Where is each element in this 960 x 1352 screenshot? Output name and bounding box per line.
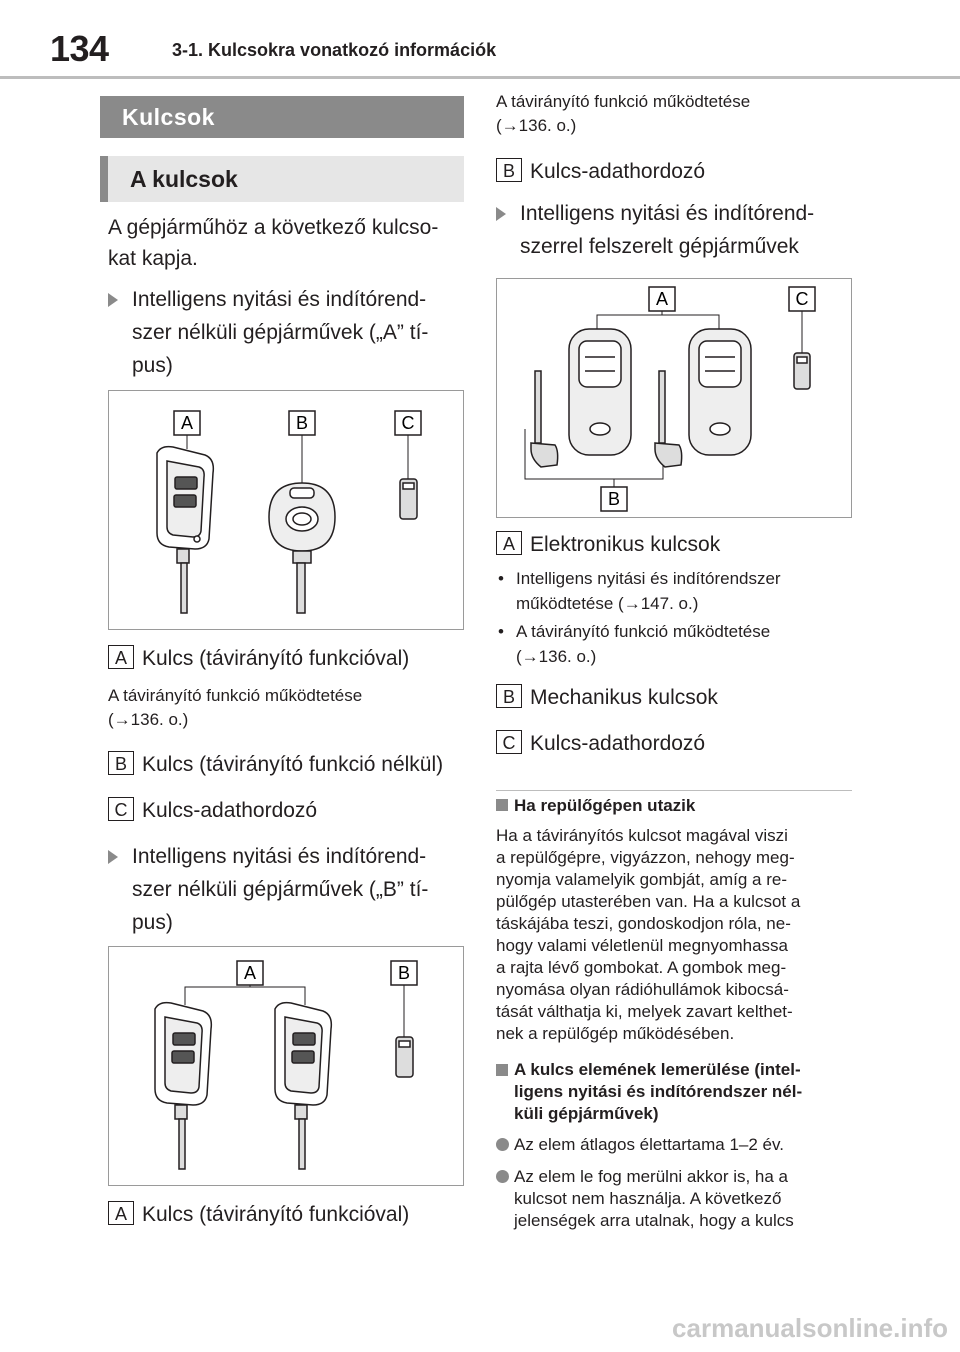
callout-b-text: B	[397, 963, 411, 983]
type-a-keys-illustration	[109, 391, 463, 629]
figure-type-b-keys	[108, 946, 464, 1186]
battery-point-2: Az elem le fog merülni akkor is, ha a kulcsot nem használja. A következő jelenségek arra utalnak, hogy a kulcs	[496, 1166, 858, 1232]
electronic-bullet-2: • A távirányító funkció működtetése (→136. o.)	[498, 619, 858, 669]
smart-keys-illustration	[497, 279, 851, 517]
chapter-title: 3-1. Kulcsokra vonatkozó információk	[172, 40, 497, 60]
type-b-heading: Intelligens nyitási és indítórend- szer nélküli gépjárművek („B” tí- pus)	[108, 840, 468, 940]
type-a-heading: Intelligens nyitási és indítórend- szer nélküli gépjárművek („A” tí- pus)	[108, 283, 468, 383]
item-a2-row: A Kulcs (távirányító funkcióval)	[108, 1200, 409, 1230]
airplane-heading: Ha repülőgépen utazik	[496, 795, 695, 817]
callout-a-text: A	[243, 963, 257, 983]
mechanical-key-drawing-2	[655, 371, 682, 467]
letter-c-badge: C	[108, 797, 134, 821]
letter-a-badge: A	[496, 531, 522, 555]
smart-key-drawing-1	[569, 329, 631, 455]
figure-smart-keys	[496, 278, 852, 518]
letter-b-badge: B	[496, 684, 522, 708]
bullet-dot: •	[498, 622, 504, 641]
electronic-bullet-1: • Intelligens nyitási és indítórendszer működtetése (→147. o.)	[498, 566, 858, 616]
figure-type-a-keys	[108, 390, 464, 630]
section-title: Kulcsok	[100, 96, 464, 138]
arrow-bullet-icon	[108, 850, 118, 864]
letter-b-badge: B	[496, 158, 522, 182]
page-number: 134	[50, 28, 109, 69]
callout-b-text: B	[607, 489, 621, 509]
item-c-row: C Kulcs-adathordozó	[108, 796, 317, 826]
letter-b-badge: B	[108, 751, 134, 775]
callout-b-text: B	[295, 413, 309, 433]
square-bullet-icon	[496, 799, 508, 811]
arrow-bullet-icon	[108, 293, 118, 307]
circle-bullet-icon	[496, 1170, 509, 1183]
item-a-note: A távirányító funkció működtetése (→136. o.)	[108, 684, 362, 732]
battery-heading: A kulcs elemének lemerülése (intel- ligens nyitási és indítórendszer nél- küli gépjárművek)	[496, 1059, 858, 1125]
key-card-row: C Kulcs-adathordozó	[496, 729, 705, 759]
letter-a-badge: A	[108, 645, 134, 669]
remote-key-drawing-2	[275, 1003, 331, 1169]
subsection-title: A kulcsok	[100, 156, 464, 202]
letter-c-badge: C	[496, 730, 522, 754]
intro-text: A gépjárműhöz a következő kulcso- kat kapja.	[108, 216, 439, 270]
callout-a-text: A	[655, 289, 669, 309]
header-divider	[0, 76, 960, 79]
letter-a-badge: A	[108, 1201, 134, 1225]
page-reference-link[interactable]: (→136. o.)	[108, 710, 189, 729]
airplane-text: Ha a távirányítós kulcsot magával viszi a repülőgépre, vigyázzon, nehogy meg- nyomja valamelyik gombját, amíg a re- pülőgép utasterében van. Ha a kulcsot a táskájába teszi, gondoskodjon róla, ne- hogy valami véletlenül megnyomhassa a rajta lévő gombokat. A gombok meg- nyomása olyan rádióhullámok kibocsá- tását válthatja ki, melyek zavart kelthet- nek a repülőgép működésében.	[496, 826, 801, 1043]
callout-c-text: C	[795, 289, 809, 309]
callout-c-text: C	[401, 413, 415, 433]
key-card-drawing	[396, 1037, 413, 1077]
section-divider	[496, 790, 852, 791]
smart-key-drawing-2	[689, 329, 751, 455]
top-note: A távirányító funkció működtetése (→136. o.)	[496, 90, 750, 138]
item-a-row: A Kulcs (távirányító funkcióval)	[108, 644, 409, 674]
key-card-c-drawing	[400, 479, 417, 519]
page-reference-link[interactable]: működtetése (→147. o.)	[516, 594, 699, 613]
square-bullet-icon	[496, 1064, 508, 1076]
circle-bullet-icon	[496, 1138, 509, 1151]
mechanical-key-drawing-1	[531, 371, 558, 467]
key-card-drawing	[794, 353, 810, 389]
electronic-keys-row: A Elektronikus kulcsok	[496, 530, 720, 560]
callout-a-text: A	[180, 413, 194, 433]
remote-key-a-drawing	[157, 447, 213, 613]
mechanical-key-b-drawing	[269, 483, 335, 613]
type-b-keys-illustration	[109, 947, 463, 1185]
battery-point-1: Az elem átlagos élettartama 1–2 év.	[496, 1134, 858, 1156]
smart-key-heading: Intelligens nyitási és indítórend- szerrel felszerelt gépjárművek	[496, 197, 856, 267]
arrow-bullet-icon	[496, 207, 506, 221]
page-reference-link[interactable]: (→136. o.)	[516, 647, 597, 666]
remote-key-drawing-1	[155, 1003, 211, 1169]
page-reference-link[interactable]: (→136. o.)	[496, 116, 577, 135]
watermark: carmanualsonline.info	[672, 1313, 948, 1343]
mechanical-keys-row: B Mechanikus kulcsok	[496, 683, 718, 713]
item-b-row: B Kulcs (távirányító funkció nélkül)	[108, 750, 443, 780]
right-item-b-row: B Kulcs-adathordozó	[496, 157, 705, 187]
bullet-dot: •	[498, 569, 504, 588]
